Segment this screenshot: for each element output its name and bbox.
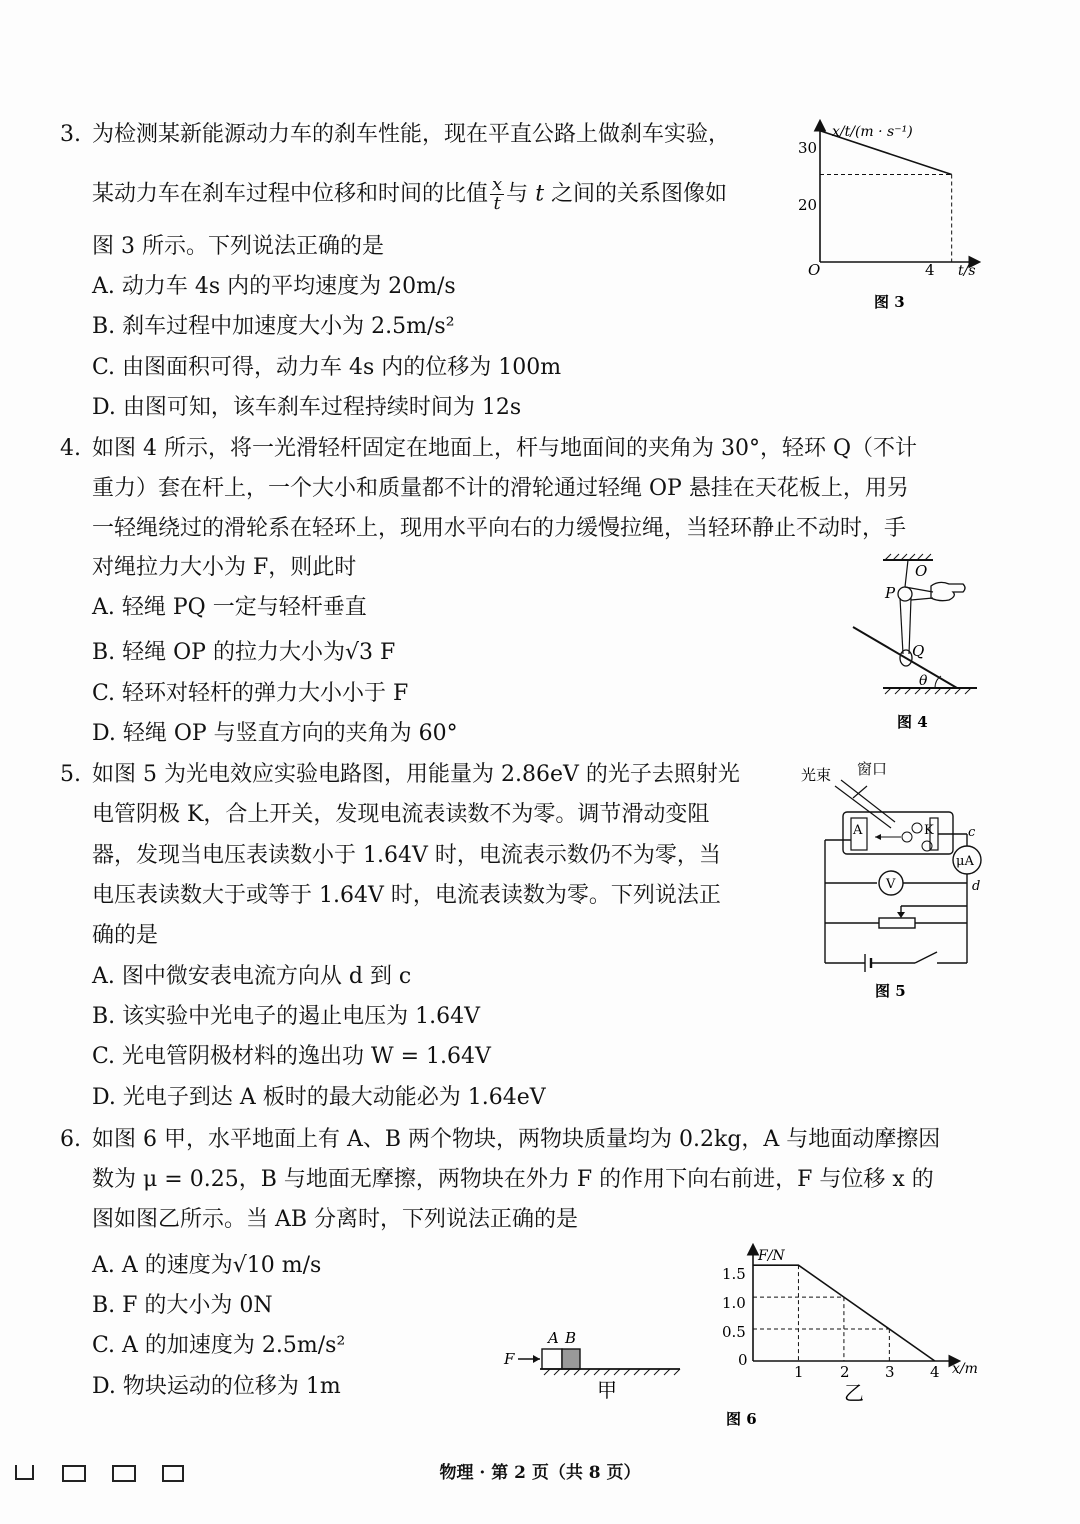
f3-origin: O — [808, 261, 821, 279]
q3-stem-line2b: 与 — [506, 181, 529, 207]
q5-stem-line3: 器，发现当电压表读数小于 1.64V 时，电流表示数仍不为零，当 — [92, 843, 721, 868]
q3-option-c: C. 由图面积可得，动力车 4s 内的位移为 100m — [92, 355, 562, 380]
f6-tick-x4: 4 — [930, 1363, 940, 1381]
q4-number: 4. — [60, 436, 81, 461]
f5-label-v: V — [886, 877, 896, 892]
f6-label-f: F — [504, 1350, 515, 1368]
q4-stem-line3: 一轻绳绕过的滑轮系在轻环上，现用水平向右的力缓慢拉绳，当轻环静止不动时，手 — [92, 516, 907, 541]
f6-xlabel: x/m — [952, 1361, 978, 1377]
f4-caption: 图 4 — [897, 713, 928, 731]
q6-option-a: A. A 的速度为√10 m/s — [92, 1253, 322, 1278]
q3-stem-line2a: 某动力车在刹车过程中位移和时间的比值 — [92, 181, 489, 207]
f6-tick-x3: 3 — [885, 1363, 895, 1381]
figure-3-chart — [790, 112, 990, 322]
f3-tick-4: 4 — [925, 261, 935, 279]
q5-stem-line5: 确的是 — [92, 923, 159, 948]
f6-label-a: A — [548, 1329, 559, 1347]
scan-mark-1 — [15, 1465, 34, 1480]
q3-stem-line1: 为检测某新能源动力车的刹车性能，现在平直公路上做刹车实验， — [92, 122, 731, 147]
f6-tick-1.0: 1.0 — [722, 1294, 746, 1312]
figure-6-yi-chart — [718, 1240, 988, 1430]
q6-option-d: D. 物块运动的位移为 1m — [92, 1374, 341, 1399]
page-footer: 物理 · 第 2 页（共 8 页） — [439, 1463, 641, 1483]
f5-label-microamp: μA — [956, 854, 974, 869]
q5-number: 5. — [60, 762, 81, 787]
f4-label-q: Q — [912, 642, 925, 660]
f5-label-d: d — [972, 879, 981, 894]
q3-option-d: D. 由图可知，该车刹车过程持续时间为 12s — [92, 395, 522, 420]
f3-caption: 图 3 — [874, 293, 905, 311]
q4-stem-line4: 对绳拉力大小为 F，则此时 — [92, 555, 357, 580]
q4-option-b: B. 轻绳 OP 的拉力大小为√3 F — [92, 640, 396, 665]
f3-tick-20: 20 — [798, 196, 818, 214]
f6-tick-0.5: 0.5 — [722, 1323, 746, 1341]
q6-stem-line2: 数为 μ = 0.25，B 与地面无摩擦，两物块在外力 F 的作用下向右前进，F 与位移 x 的 — [92, 1167, 934, 1192]
q5-stem-line4: 电压表读数大于或等于 1.64V 时，电流表读数为零。下列说法正 — [92, 883, 721, 908]
q5-option-d: D. 光电子到达 A 板时的最大动能必为 1.64eV — [92, 1085, 546, 1110]
f5-label-k: K — [924, 823, 934, 838]
q5-option-a: A. 图中微安表电流方向从 d 到 c — [92, 964, 412, 989]
scan-mark-4 — [162, 1465, 184, 1482]
f6-label-b: B — [565, 1329, 577, 1347]
f6-caption: 图 6 — [726, 1410, 757, 1428]
f5-caption: 图 5 — [875, 982, 906, 1000]
q3-number: 3. — [60, 122, 81, 147]
figure-5-circuit — [795, 758, 995, 1003]
q3-stem-line2 — [92, 176, 727, 213]
f4-label-p: P — [885, 584, 896, 602]
figure-4-diagram — [845, 552, 985, 737]
f5-label-c: c — [968, 825, 976, 840]
q4-stem-line1: 如图 4 所示，将一光滑轻杆固定在地面上，杆与地面间的夹角为 30°，轻环 Q（不计 — [92, 436, 918, 461]
q5-stem-line1: 如图 5 为光电效应实验电路图，用能量为 2.86eV 的光子去照射光 — [92, 762, 740, 787]
q5-stem-line2: 电管阴极 K，合上开关，发现电流表读数不为零。调节滑动变阻 — [92, 802, 710, 827]
f6-tick-1.5: 1.5 — [722, 1265, 746, 1283]
f4-label-o: O — [915, 562, 928, 580]
q4-option-d: D. 轻绳 OP 与竖直方向的夹角为 60° — [92, 721, 458, 746]
q4-stem-line2: 重力）套在杆上，一个大小和质量都不计的滑轮通过轻绳 OP 悬挂在天花板上，用另 — [92, 476, 909, 501]
f3-xlabel: t/s — [958, 263, 976, 279]
q3-fraction: $\frac{x}{t}$ — [492, 174, 503, 214]
f6-tick-x2: 2 — [840, 1363, 850, 1381]
f6-tick-0: 0 — [738, 1351, 748, 1369]
f5-label-window: 窗口 — [857, 760, 888, 778]
q3-stem-line3: 图 3 所示。下列说法正确的是 — [92, 234, 384, 259]
q5-option-c: C. 光电管阴极材料的逸出功 W = 1.64V — [92, 1044, 491, 1069]
q5-option-b: B. 该实验中光电子的遏止电压为 1.64V — [92, 1004, 481, 1029]
q3-stem-t: t — [535, 181, 545, 207]
f5-label-light: 光束 — [801, 766, 832, 784]
f6-label-jia: 甲 — [597, 1378, 617, 1402]
f6-ylabel: F/N — [758, 1248, 785, 1264]
f3-ylabel: x/t/(m · s⁻¹) — [832, 124, 913, 140]
f6-tick-x1: 1 — [794, 1363, 804, 1381]
f5-label-a: A — [853, 823, 863, 838]
f3-tick-30: 30 — [798, 139, 818, 157]
f6-label-yi: 乙 — [844, 1381, 864, 1405]
q3-stem-line2d: 之间的关系图像如 — [551, 181, 728, 207]
q6-number: 6. — [60, 1127, 81, 1152]
q6-stem-line1: 如图 6 甲，水平地面上有 A、B 两个物块，两物块质量均为 0.2kg，A 与地面动摩擦因 — [92, 1127, 941, 1152]
scan-mark-3 — [112, 1465, 136, 1482]
q3-option-b: B. 刹车过程中加速度大小为 2.5m/s² — [92, 314, 455, 339]
q4-option-a: A. 轻绳 PQ 一定与轻杆垂直 — [92, 595, 367, 620]
q4-option-c: C. 轻环对轻杆的弹力大小小于 F — [92, 681, 409, 706]
q6-stem-line3: 图如图乙所示。当 AB 分离时，下列说法正确的是 — [92, 1207, 579, 1232]
figure-6-jia-diagram — [500, 1325, 685, 1410]
q6-option-c: C. A 的加速度为 2.5m/s² — [92, 1333, 346, 1358]
q6-option-b: B. F 的大小为 0N — [92, 1293, 273, 1318]
q3-option-a: A. 动力车 4s 内的平均速度为 20m/s — [92, 274, 456, 299]
scan-mark-2 — [62, 1465, 86, 1482]
f4-label-theta: θ — [919, 673, 928, 689]
